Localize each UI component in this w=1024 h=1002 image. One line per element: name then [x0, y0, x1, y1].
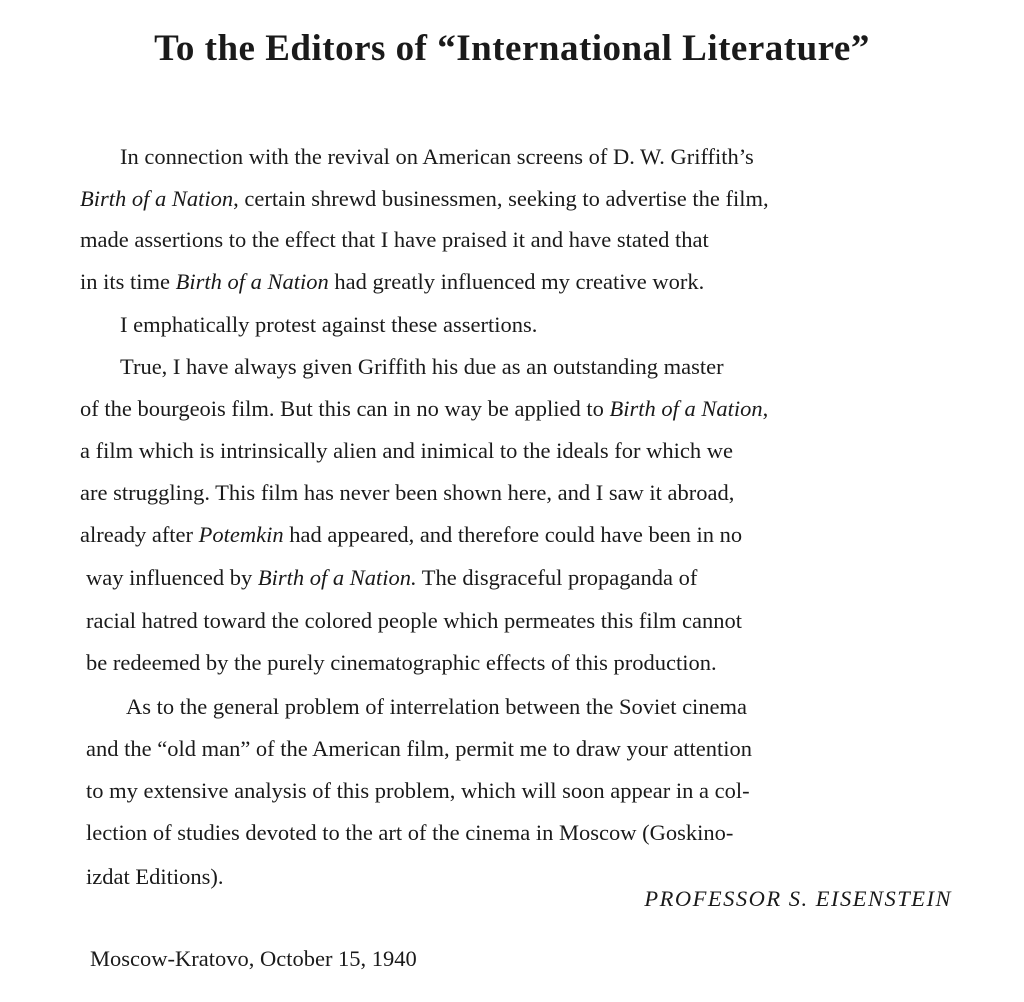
- body-line: already after Potemkin had appeared, and therefore could have been in no: [80, 522, 743, 547]
- body-line: made assertions to the effect that I have praised it and have stated that: [80, 227, 709, 252]
- dateline: Moscow-Kratovo, October 15, 1940: [90, 946, 417, 971]
- body-line: In connection with the revival on American screens of D. W. Griffith’s: [120, 144, 754, 169]
- body-line: and the “old man” of the American film, permit me to draw your attention: [86, 736, 753, 761]
- body-line: to my extensive analysis of this problem, which will soon appear in a col-: [86, 778, 750, 803]
- signature: PROFESSOR S. EISENSTEIN: [644, 886, 952, 911]
- body-line: I emphatically protest against these assertions.: [120, 312, 538, 337]
- body-line: izdat Editions).: [86, 864, 224, 889]
- body-line: way influenced by Birth of a Nation. The disgraceful propaganda of: [86, 565, 698, 590]
- body-line: in its time Birth of a Nation had greatly influenced my creative work.: [80, 269, 705, 294]
- body-line: lection of studies devoted to the art of the cinema in Moscow (Goskino-: [86, 820, 734, 845]
- body-line: Birth of a Nation, certain shrewd businessmen, seeking to advertise the film,: [80, 186, 769, 211]
- body-line: are struggling. This film has never been shown here, and I saw it abroad,: [80, 480, 735, 505]
- body-line: racial hatred toward the colored people which permeates this film cannot: [86, 608, 742, 633]
- letter-title: To the Editors of “International Literature”: [154, 28, 870, 69]
- body-line: a film which is intrinsically alien and inimical to the ideals for which we: [80, 438, 733, 463]
- body-line: be redeemed by the purely cinematographic effects of this production.: [86, 650, 717, 675]
- body-line: As to the general problem of interrelation between the Soviet cinema: [126, 694, 748, 719]
- body-line: True, I have always given Griffith his due as an outstanding master: [120, 354, 724, 379]
- body-line: of the bourgeois film. But this can in no way be applied to Birth of a Nation,: [80, 396, 769, 421]
